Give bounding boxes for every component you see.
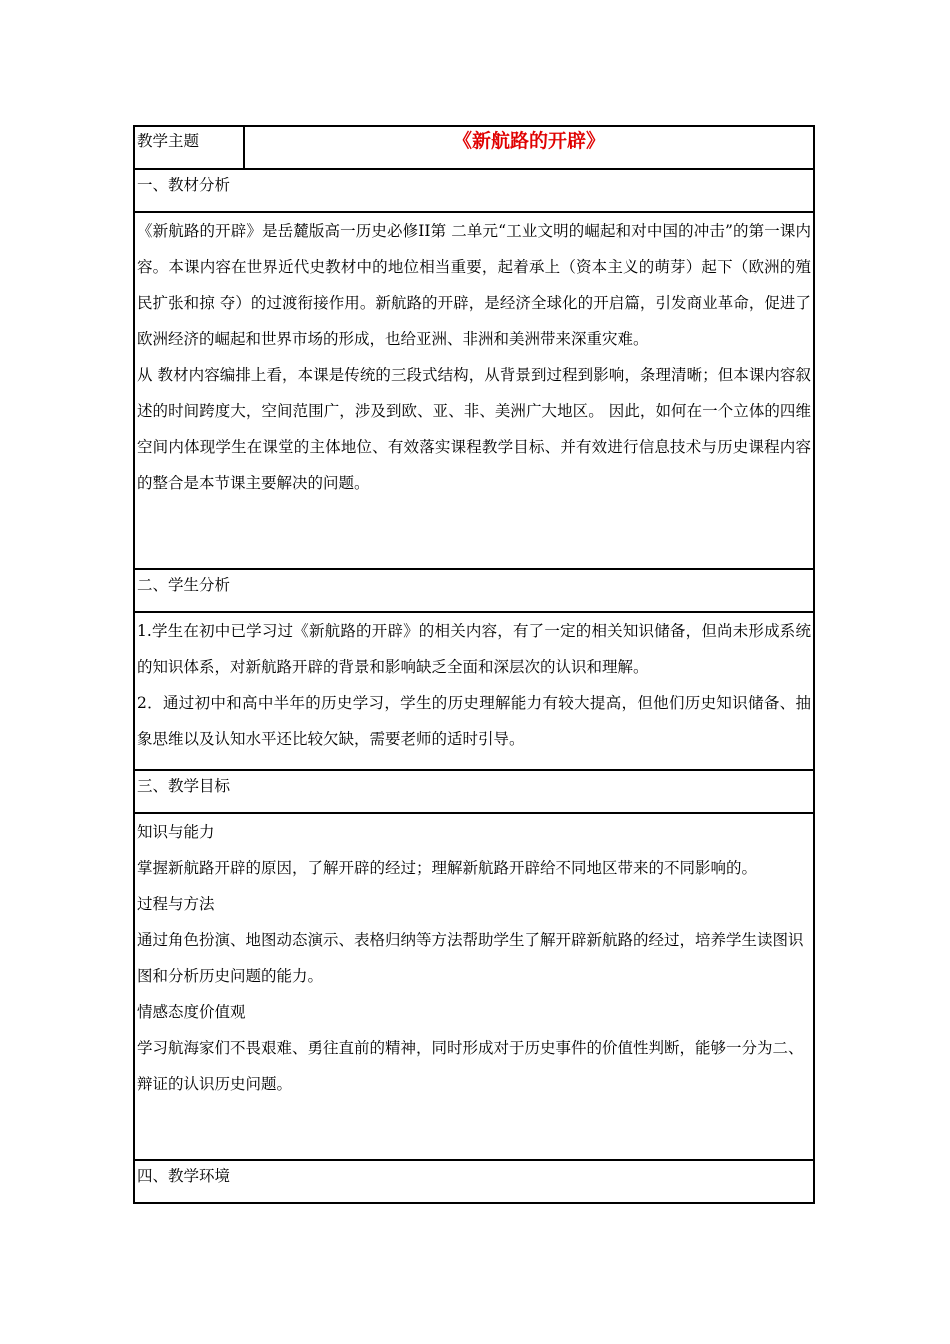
section-1-body xyxy=(134,212,814,569)
section-3-heading-row xyxy=(134,770,814,813)
lesson-plan-table xyxy=(133,125,815,1204)
section-1-body-row xyxy=(134,212,814,569)
section-1-paragraph: 《新航路的开辟》是岳麓版高一历史必修II第 二单元“工业文明的崛起和对中国的冲击”的第一课内容。本课内容在世界近代史教材中的地位相当重要，起着承上（资本主义的萌芽）起下（欧洲的殖民扩张和掠 夺）的过渡衔接作用。新航路的开辟，是经济全球化的开启篇，引发商业革命，促进了欧洲经济的崛起和世界市场的形成，也给亚洲、非洲和美洲带来深重灾难。 xyxy=(137,222,811,348)
section-1-paragraph: 从 教材内容编排上看，本课是传统的三段式结构，从背景到过程到影响，条理清晰；但本课内容叙述的时间跨度大，空间范围广，涉及到欧、亚、非、美洲广大地区。 因此，如何在一个立体的四维空间内体现学生在课堂的主体地位、有效落实课程教学目标、并有效进行信息技术与历史课程内容的整合是本节课主要解决的问题。 xyxy=(137,366,811,492)
section-1-heading: 一、教材分析 xyxy=(134,169,814,212)
section-2-paragraph: 1.学生在初中已学习过《新航路的开辟》的相关内容，有了一定的相关知识储备，但尚未形成系统的知识体系，对新航路开辟的背景和影响缺乏全面和深层次的认识和理解。 xyxy=(137,622,811,676)
section-4-heading-row xyxy=(134,1160,814,1203)
section-3-body-row xyxy=(134,813,814,1160)
process-method-text: 通过角色扮演、地图动态演示、表格归纳等方法帮助学生了解开辟新航路的经过，培养学生读图识图和分析历史问题的能力。 xyxy=(137,931,804,985)
knowledge-ability-text: 掌握新航路开辟的原因，了解开辟的经过；理解新航路开辟给不同地区带来的不同影响的。 xyxy=(137,859,758,877)
section-4-heading: 四、教学环境 xyxy=(134,1160,814,1203)
lesson-title: 《新航路的开辟》 xyxy=(244,126,814,169)
section-2-paragraph: 2．通过初中和高中半年的历史学习，学生的历史理解能力有较大提高，但他们历史知识储备、抽象思维以及认知水平还比较欠缺，需要老师的适时引导。 xyxy=(137,694,811,748)
topic-row xyxy=(134,126,814,169)
topic-label: 教学主题 xyxy=(134,126,244,169)
emotion-values-title: 情感态度价值观 xyxy=(137,1003,246,1021)
section-2-heading: 二、学生分析 xyxy=(134,569,814,612)
section-2-heading-row xyxy=(134,569,814,612)
knowledge-ability-title: 知识与能力 xyxy=(137,823,215,841)
emotion-values-text: 学习航海家们不畏艰难、勇往直前的精神，同时形成对于历史事件的价值性判断，能够一分为二、辩证的认识历史问题。 xyxy=(137,1039,804,1093)
section-2-body xyxy=(134,612,814,770)
section-1-heading-row xyxy=(134,169,814,212)
section-3-body xyxy=(134,813,814,1160)
section-3-heading: 三、教学目标 xyxy=(134,770,814,813)
lesson-plan-sheet xyxy=(133,125,813,1204)
section-2-body-row xyxy=(134,612,814,770)
process-method-title: 过程与方法 xyxy=(137,895,215,913)
